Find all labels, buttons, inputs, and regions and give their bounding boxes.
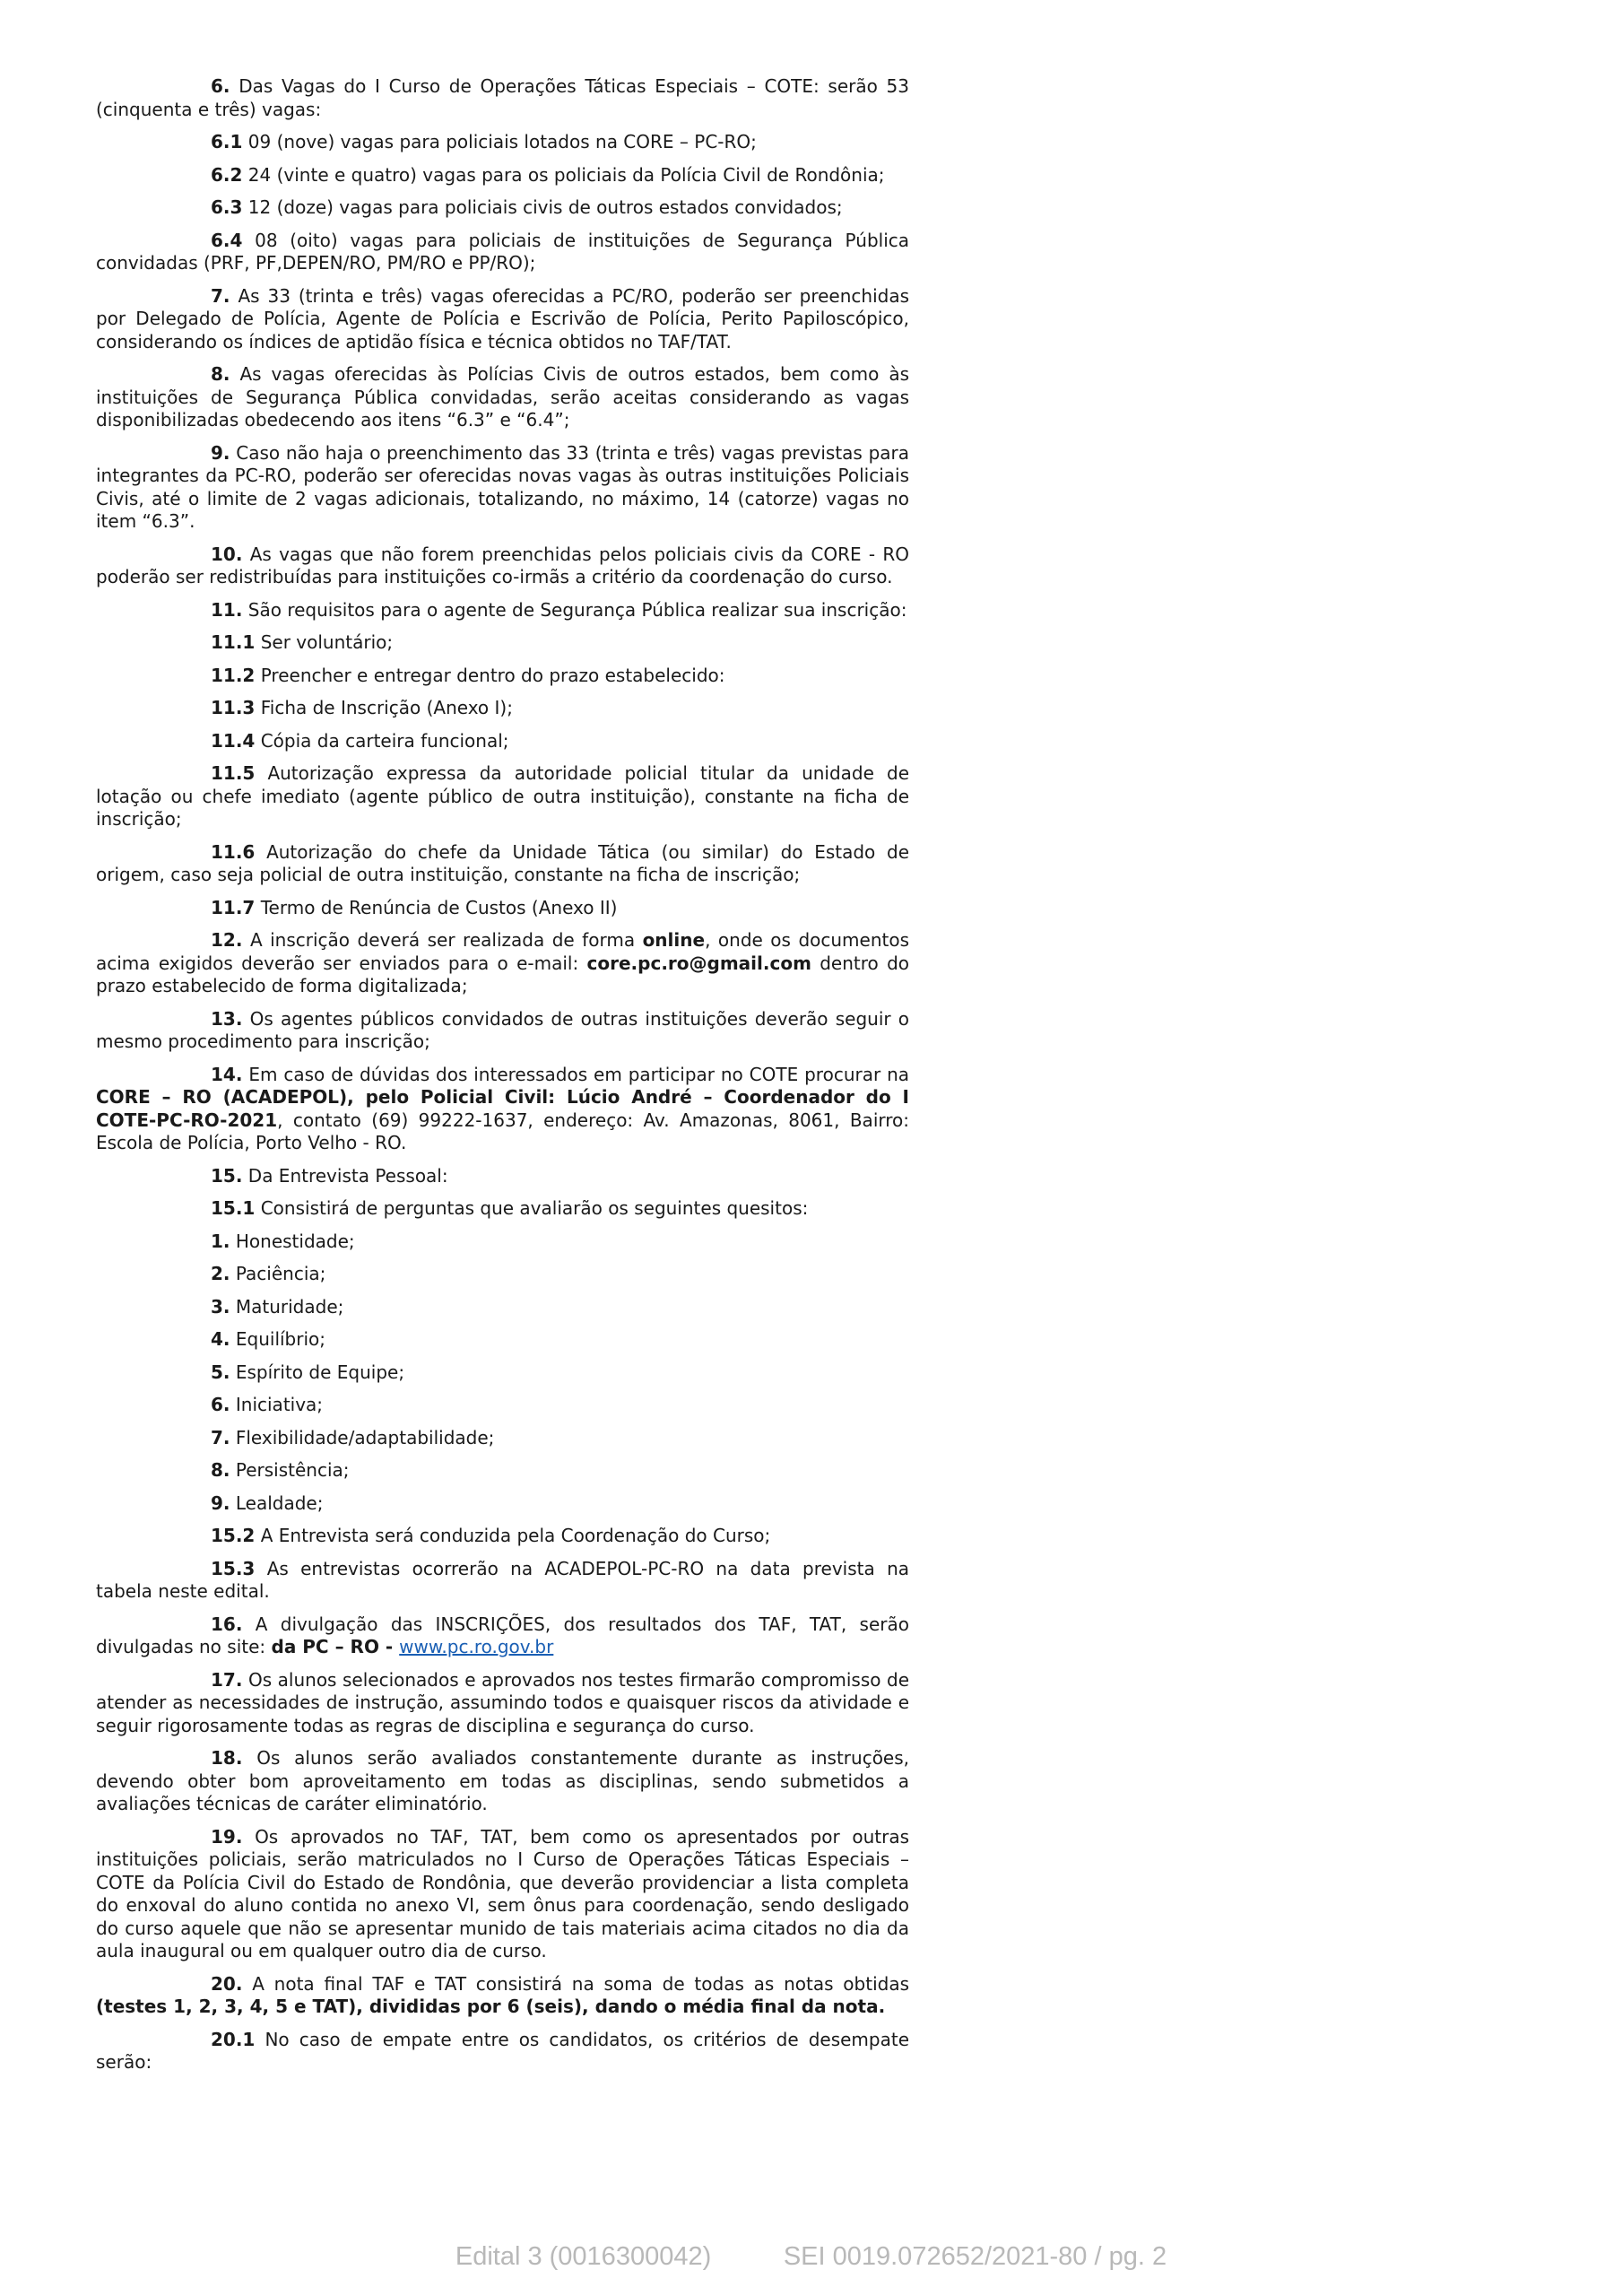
item-number: 4. xyxy=(211,1328,230,1350)
paragraph-7 xyxy=(96,285,909,354)
paragraph-text: Autorização do chefe da Unidade Tática (ou similar) do Estado de origem, caso seja policial de outra instituição, constante na ficha de inscrição; xyxy=(96,840,910,885)
paragraph-text: Da Entrevista Pessoal: xyxy=(247,1164,448,1187)
paragraph-text: As vagas que não forem preenchidas pelos policiais civis da CORE - RO poderão ser redistribuídas para instituições co-irmãs a critério da coordenação do curso. xyxy=(96,543,910,587)
paragraph-11-1 xyxy=(96,631,909,655)
item-number: 15.2 xyxy=(211,1525,256,1546)
item-number: 7. xyxy=(211,1426,230,1448)
paragraph-text: 09 (nove) vagas para policiais lotados na CORE – PC-RO; xyxy=(247,131,757,152)
paragraph-text: A Entrevista será conduzida pela Coordenação do Curso; xyxy=(260,1525,771,1546)
item-number: 11.6 xyxy=(211,840,256,863)
paragraph-16 xyxy=(96,1613,909,1659)
item-number: 5. xyxy=(211,1361,230,1383)
paragraph-20-1 xyxy=(96,2029,909,2074)
item-number: 6. xyxy=(211,75,230,97)
contact-emphasis: CORE – RO (ACADEPOL), pelo Policial Civil: Lúcio André – Coordenador do I COTE-PC-RO-2021 xyxy=(96,1086,909,1131)
paragraph-text: , contato (69) 99222-1637, endereço: Av. Amazonas, 8061, Bairro: Escola de Polícia, Porto Velho - RO. xyxy=(96,1109,909,1153)
criterion-item xyxy=(96,1459,909,1483)
paragraph-text: São requisitos para o agente de Segurança Pública realizar sua inscrição: xyxy=(247,598,907,621)
paragraph-text: Flexibilidade/adaptabilidade; xyxy=(235,1426,495,1448)
item-number: 11.7 xyxy=(211,896,256,918)
paragraph-text: Honestidade; xyxy=(235,1230,355,1252)
website-link[interactable]: www.pc.ro.gov.br xyxy=(399,1636,554,1657)
item-number: 16. xyxy=(211,1613,243,1635)
paragraph-text: As 33 (trinta e três) vagas oferecidas a PC/RO, poderão ser preenchidas por Delegado de Polícia, Agente de Polícia e Escrivão de Polícia, Perito Papiloscópico, considerando os índices de aptidão física e técnica obtidos no TAF/TAT. xyxy=(96,284,909,352)
item-number: 13. xyxy=(211,1007,243,1030)
item-number: 11. xyxy=(211,598,243,621)
paragraph-11-6 xyxy=(96,841,909,887)
online-emphasis: online xyxy=(642,929,706,951)
item-number: 6.4 xyxy=(211,229,243,251)
paragraph-6-1 xyxy=(96,131,909,154)
item-number: 17. xyxy=(211,1668,243,1691)
paragraph-text: Cópia da carteira funcional; xyxy=(260,729,509,752)
paragraph-11-3 xyxy=(96,697,909,720)
item-number: 1. xyxy=(211,1230,230,1252)
email-address: core.pc.ro@gmail.com xyxy=(586,952,811,974)
criterion-item xyxy=(96,1492,909,1516)
formula-emphasis: (testes 1, 2, 3, 4, 5 e TAT), divididas por 6 (seis), dando o média final da nota. xyxy=(96,1996,886,2017)
paragraph-text: Ser voluntário; xyxy=(260,631,394,653)
paragraph-text: Persistência; xyxy=(235,1459,350,1481)
paragraph-6-3 xyxy=(96,196,909,220)
item-number: 12. xyxy=(211,929,243,951)
item-number: 10. xyxy=(211,543,243,565)
item-number: 20. xyxy=(211,1972,243,1995)
document-body xyxy=(96,75,909,2084)
item-number: 7. xyxy=(211,284,230,307)
paragraph-text: Os alunos serão avaliados constantemente durante as instruções, devendo obter bom aproveitamento em todas as disciplinas, sendo submetidos a avaliações técnicas de caráter eliminatório. xyxy=(96,1747,910,1814)
paragraph-15-3 xyxy=(96,1558,909,1604)
item-number: 11.4 xyxy=(211,729,256,752)
paragraph-text: Lealdade; xyxy=(235,1492,324,1514)
paragraph-12 xyxy=(96,929,909,998)
item-number: 8. xyxy=(211,363,230,385)
paragraph-11-4 xyxy=(96,730,909,753)
paragraph-text: 12 (doze) vagas para policiais civis de outros estados convidados; xyxy=(247,196,843,218)
paragraph-text: As entrevistas ocorrerão na ACADEPOL-PC-RO na data prevista na tabela neste edital. xyxy=(96,1557,909,1602)
item-number: 6.2 xyxy=(211,163,243,186)
item-number: 11.2 xyxy=(211,664,256,686)
item-number: 6.3 xyxy=(211,196,243,218)
paragraph-text: Em caso de dúvidas dos interessados em participar no COTE procurar na xyxy=(248,1063,910,1085)
paragraph-text: Espírito de Equipe; xyxy=(235,1361,405,1383)
paragraph-text: 24 (vinte e quatro) vagas para os policiais da Polícia Civil de Rondônia; xyxy=(247,163,885,186)
item-number: 8. xyxy=(211,1459,230,1481)
paragraph-15 xyxy=(96,1165,909,1188)
paragraph-11-7 xyxy=(96,897,909,920)
criterion-item xyxy=(96,1427,909,1450)
paragraph-text: No caso de empate entre os candidatos, os critérios de desempate serão: xyxy=(96,2028,910,2073)
paragraph-6 xyxy=(96,75,909,121)
paragraph-15-2 xyxy=(96,1525,909,1548)
paragraph-8 xyxy=(96,363,909,432)
paragraph-text: Ficha de Inscrição (Anexo I); xyxy=(260,697,513,718)
item-number: 15.3 xyxy=(211,1557,256,1579)
item-number: 11.5 xyxy=(211,762,256,784)
paragraph-text: Os alunos selecionados e aprovados nos testes firmarão compromisso de atender as necessidades de instrução, assumindo todos e quaisquer riscos da atividade e seguir rigorosamente todas as regras de disciplina e segurança do curso. xyxy=(96,1668,909,1736)
item-number: 14. xyxy=(211,1063,243,1085)
criterion-item xyxy=(96,1231,909,1254)
paragraph-text: Das Vagas do I Curso de Operações Táticas Especiais – COTE: serão 53 (cinquenta e três) vagas: xyxy=(96,75,909,120)
item-number: 3. xyxy=(211,1295,230,1318)
paragraph-text: As vagas oferecidas às Polícias Civis de outros estados, bem como às instituições de Segurança Pública convidadas, serão aceitas considerando as vagas disponibilizadas obedecendo aos itens “6.3” e “6.4”; xyxy=(96,363,910,430)
item-number: 11.1 xyxy=(211,631,256,653)
paragraph-text: Termo de Renúncia de Custos (Anexo II) xyxy=(260,896,618,918)
paragraph-text: Consistirá de perguntas que avaliarão os seguintes quesitos: xyxy=(260,1197,809,1219)
paragraph-18 xyxy=(96,1747,909,1816)
paragraph-text: 08 (oito) vagas para policiais de instituições de Segurança Pública convidadas (PRF, PF,DEPEN/RO, PM/RO e PP/RO); xyxy=(96,229,910,274)
paragraph-text: Iniciativa; xyxy=(235,1394,324,1415)
criterion-item xyxy=(96,1296,909,1319)
item-number: 19. xyxy=(211,1825,243,1848)
paragraph-text: A inscrição deverá ser realizada de forma xyxy=(249,929,643,951)
criterion-item xyxy=(96,1361,909,1385)
criterion-item xyxy=(96,1263,909,1286)
item-number: 6. xyxy=(211,1394,230,1415)
paragraph-9 xyxy=(96,442,909,534)
paragraph-text: dentro do prazo estabelecido de forma digitalizada; xyxy=(96,952,910,996)
paragraph-11 xyxy=(96,599,909,622)
paragraph-15-1 xyxy=(96,1197,909,1221)
item-number: 18. xyxy=(211,1747,243,1769)
paragraph-text: Os agentes públicos convidados de outras instituições deverão seguir o mesmo procedimento para inscrição; xyxy=(96,1007,910,1052)
criterion-item xyxy=(96,1394,909,1417)
paragraph-11-2 xyxy=(96,665,909,688)
paragraph-text: Maturidade; xyxy=(235,1295,344,1318)
item-number: 11.3 xyxy=(211,697,256,718)
paragraph-14 xyxy=(96,1064,909,1155)
paragraph-text: Preencher e entregar dentro do prazo estabelecido: xyxy=(260,664,725,686)
paragraph-text: , onde os documentos acima exigidos deverão ser enviados para o e-mail: xyxy=(96,929,910,974)
item-number: 2. xyxy=(211,1263,230,1284)
site-emphasis: da PC – RO - xyxy=(271,1636,400,1657)
paragraph-6-4 xyxy=(96,230,909,275)
paragraph-text: Caso não haja o preenchimento das 33 (trinta e três) vagas previstas para integrantes da PC-RO, poderão ser oferecidas novas vagas às outras instituições Policiais Civis, até o limite de 2 vagas adicionais, totalizando, no máximo, 14 (catorze) vagas no item “6.3”. xyxy=(96,441,910,532)
item-number: 15.1 xyxy=(211,1197,256,1219)
paragraph-text: Paciência; xyxy=(235,1263,326,1284)
paragraph-text: Autorização expressa da autoridade policial titular da unidade de lotação ou chefe imediato (agente público de outra instituição), constante na ficha de inscrição; xyxy=(96,762,909,830)
item-number: 9. xyxy=(211,1492,230,1514)
paragraph-text: A divulgação das INSCRIÇÕES, dos resultados dos TAF, TAT, serão divulgadas no site: xyxy=(96,1613,909,1657)
paragraph-text: Os aprovados no TAF, TAT, bem como os apresentados por outras instituições policiais, serão matriculados no I Curso de Operações Táticas Especiais – COTE da Polícia Civil do Estado de Rondônia, que deverão providenciar a lista completa do enxoval do aluno contida no anexo VI, sem ônus para coordenação, sendo desligado do curso aquele que não se apresentar munido de tais materiais acima citados no dia da aula inaugural ou em qualquer outro dia de curso. xyxy=(96,1825,910,1961)
criterion-item xyxy=(96,1328,909,1352)
item-number: 9. xyxy=(211,441,230,464)
paragraph-17 xyxy=(96,1669,909,1738)
paragraph-6-2 xyxy=(96,164,909,187)
paragraph-11-5 xyxy=(96,762,909,831)
item-number: 15. xyxy=(211,1164,243,1187)
item-number: 20.1 xyxy=(211,2028,256,2050)
item-number: 6.1 xyxy=(211,131,243,152)
paragraph-19 xyxy=(96,1826,909,1963)
paragraph-text: Equilíbrio; xyxy=(235,1328,326,1350)
paragraph-20 xyxy=(96,1973,909,2019)
paragraph-10 xyxy=(96,544,909,589)
paragraph-13 xyxy=(96,1008,909,1054)
page-footer: Edital 3 (0016300042) SEI 0019.072652/2021-80 / pg. 2 xyxy=(455,2242,1167,2271)
paragraph-text: A nota final TAF e TAT consistirá na soma de todas as notas obtidas xyxy=(252,1972,909,1995)
